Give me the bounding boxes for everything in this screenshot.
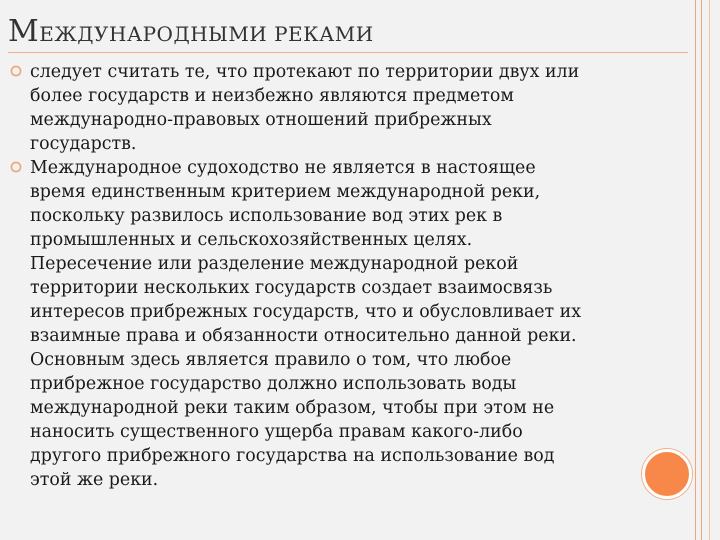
decorative-line <box>709 0 710 540</box>
bullet-text-line: наносить существенного ущерба правам какого-либо <box>30 422 523 442</box>
bullet-text-line: территории нескольких государств создает взаимосвязь <box>30 278 553 298</box>
title-first-letter: М <box>8 14 40 49</box>
circle-bullet-icon <box>10 65 22 77</box>
title-divider <box>8 52 688 53</box>
list-item <box>10 156 672 492</box>
bullet-text-line: международной реки таким образом, чтобы при этом не <box>30 398 555 418</box>
slide-title <box>8 14 374 49</box>
decorative-line <box>695 0 696 540</box>
decorative-line <box>701 0 702 540</box>
bullet-text-line: время единственным критерием международной реки, <box>30 182 541 202</box>
bullet-text-line: государств. <box>30 134 137 154</box>
list-item <box>10 60 672 156</box>
bullet-text-line: этой же реки. <box>30 470 159 490</box>
bullet-text-line: Основным здесь является правило о том, что любое <box>30 350 512 370</box>
bullet-text-line: интересов прибрежных государств, что и обусловливает их <box>30 302 582 322</box>
bullet-text-line: другого прибрежного государства на использование вод <box>30 446 555 466</box>
decorative-circle <box>642 449 692 499</box>
bullet-text-line: поскольку развилось использование вод этих рек в <box>30 206 503 226</box>
bullet-text-line: более государств и неизбежно являются предметом <box>30 86 514 106</box>
bullet-text-line: Международное судоходство не является в настоящее <box>30 158 536 178</box>
bullet-text-line: прибрежное государство должно использовать воды <box>30 374 517 394</box>
content-list <box>10 60 672 492</box>
bullet-text-line: следует считать те, что протекают по территории двух или <box>30 62 580 82</box>
bullet-text-line: взаимные права и обязанности относительно данной реки. <box>30 326 577 346</box>
bullet-text-line: промышленных и сельскохозяйственных целях. <box>30 230 473 250</box>
bullet-text-line: международно-правовых отношений прибрежных <box>30 110 492 130</box>
circle-bullet-icon <box>10 161 22 173</box>
bullet-text-line: Пересечение или разделение международной рекой <box>30 254 519 274</box>
title-rest: ЕЖДУНАРОДНЫМИ РЕКАМИ <box>39 22 374 46</box>
